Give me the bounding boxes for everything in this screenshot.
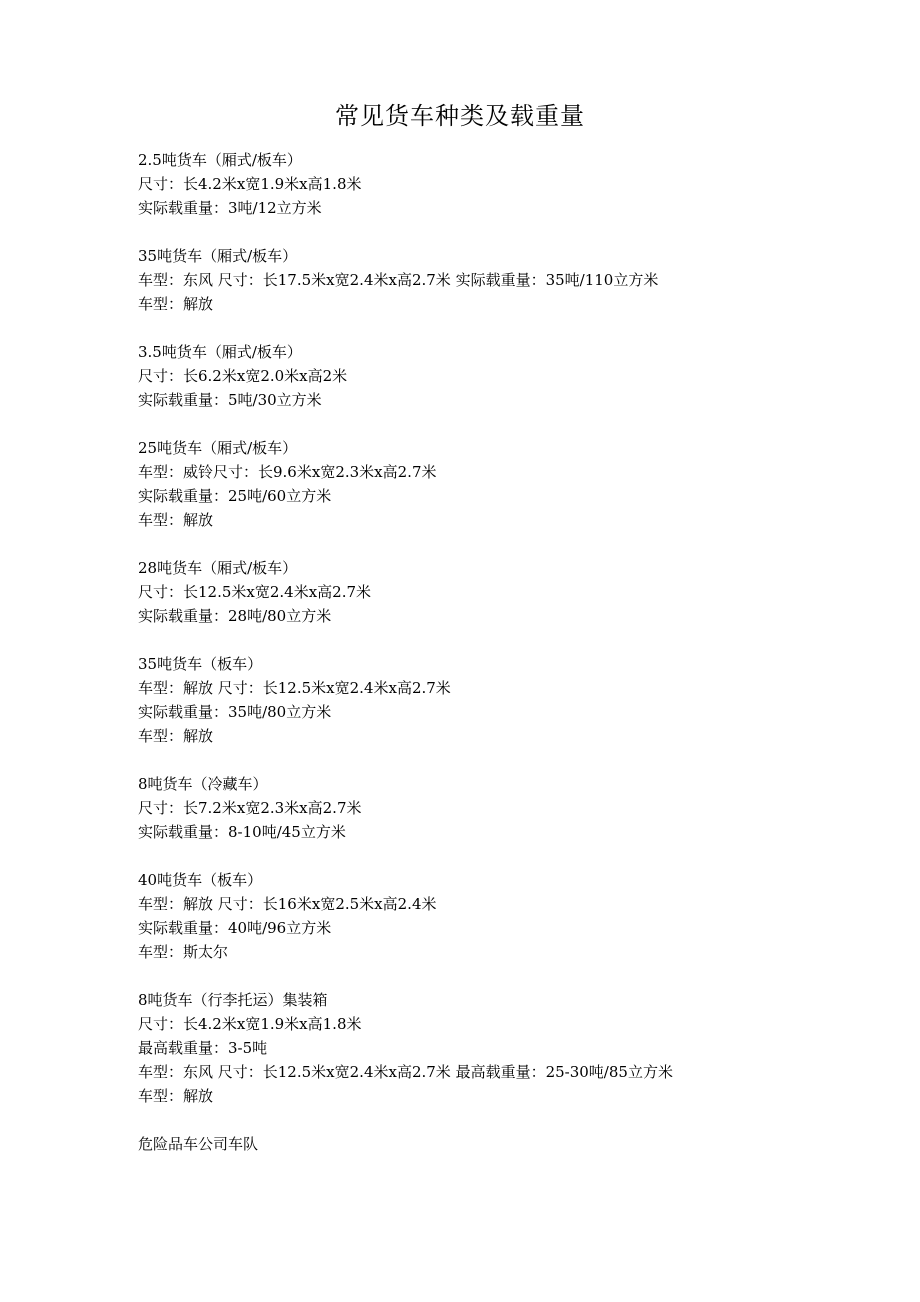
section-2-5t-truck <box>138 148 838 220</box>
page-title: 常见货车种类及载重量 <box>335 102 585 130</box>
section-35t-flatbed <box>138 652 838 748</box>
section-line: 尺寸：长6.2米x宽2.0米x高2米 <box>138 367 348 385</box>
section-line: 车型：东风 尺寸：长12.5米x宽2.4米x高2.7米 最高载重量：25-30吨/85立方米 <box>138 1063 673 1081</box>
section-line: 尺寸：长7.2米x宽2.3米x高2.7米 <box>138 799 362 817</box>
section-8t-refrigerated <box>138 772 838 844</box>
section-3-5t-truck <box>138 340 838 412</box>
section-line: 车型：东风 尺寸：长17.5米x宽2.4米x高2.7米 实际载重量：35吨/110立方米 <box>138 271 659 289</box>
section-40t-flatbed <box>138 868 838 964</box>
section-line: 车型：解放 尺寸：长16米x宽2.5米x高2.4米 <box>138 895 437 913</box>
section-line: 车型：斯太尔 <box>138 943 229 961</box>
section-heading: 40吨货车（板车） <box>138 871 263 889</box>
section-line: 尺寸：长4.2米x宽1.9米x高1.8米 <box>138 1015 362 1033</box>
section-line: 车型：解放 <box>138 1087 214 1105</box>
section-hazmat-fleet <box>138 1132 838 1156</box>
section-line: 尺寸：长12.5米x宽2.4米x高2.7米 <box>138 583 372 601</box>
section-line: 最高载重量：3-5吨 <box>138 1039 268 1057</box>
section-28t-truck <box>138 556 838 628</box>
section-line: 车型：解放 尺寸：长12.5米x宽2.4米x高2.7米 <box>138 679 451 697</box>
section-line: 实际载重量：3吨/12立方米 <box>138 199 322 217</box>
section-line: 实际载重量：5吨/30立方米 <box>138 391 322 409</box>
section-line: 车型：解放 <box>138 511 214 529</box>
document-body <box>138 148 838 1180</box>
section-25t-truck <box>138 436 838 532</box>
section-heading: 8吨货车（行李托运）集装箱 <box>138 991 328 1009</box>
section-35t-truck-box <box>138 244 838 316</box>
section-line: 实际载重量：40吨/96立方米 <box>138 919 332 937</box>
section-heading: 35吨货车（板车） <box>138 655 263 673</box>
section-heading: 2.5吨货车（厢式/板车） <box>138 151 302 169</box>
section-heading: 28吨货车（厢式/板车） <box>138 559 298 577</box>
section-line: 车型：威铃尺寸：长9.6米x宽2.3米x高2.7米 <box>138 463 437 481</box>
section-heading: 25吨货车（厢式/板车） <box>138 439 298 457</box>
section-line: 实际载重量：8-10吨/45立方米 <box>138 823 346 841</box>
section-heading: 3.5吨货车（厢式/板车） <box>138 343 302 361</box>
section-line: 车型：解放 <box>138 727 214 745</box>
section-line: 实际载重量：25吨/60立方米 <box>138 487 332 505</box>
section-line: 尺寸：长4.2米x宽1.9米x高1.8米 <box>138 175 362 193</box>
section-heading: 危险品车公司车队 <box>138 1135 259 1153</box>
section-heading: 8吨货车（冷藏车） <box>138 775 268 793</box>
section-8t-container <box>138 988 838 1108</box>
section-heading: 35吨货车（厢式/板车） <box>138 247 298 265</box>
section-line: 车型：解放 <box>138 295 214 313</box>
section-line: 实际载重量：28吨/80立方米 <box>138 607 332 625</box>
section-line: 实际载重量：35吨/80立方米 <box>138 703 332 721</box>
